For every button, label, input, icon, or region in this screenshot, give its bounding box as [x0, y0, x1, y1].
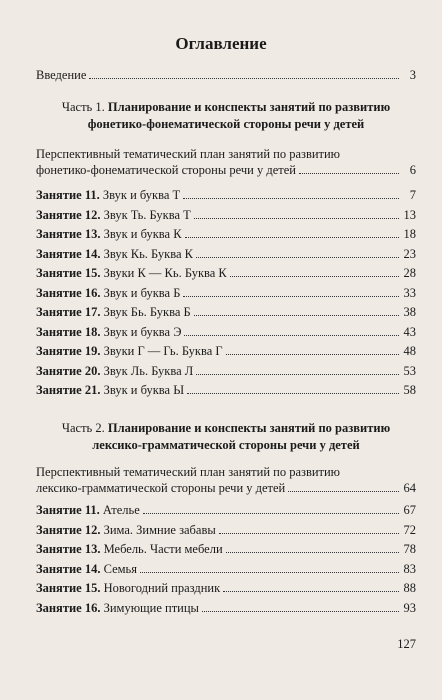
entry-label — [36, 247, 193, 261]
lesson-title: Зима. Зимние забавы — [103, 522, 216, 537]
lesson-title: Звуки Г — Гь. Буква Г — [103, 344, 223, 358]
lesson-number: Занятие 20. — [36, 363, 101, 378]
toc-entry-part1-plan[interactable] — [36, 163, 416, 177]
entry-page: 28 — [403, 266, 416, 280]
dot-leader — [187, 384, 399, 394]
lesson-number: Занятие 19. — [36, 344, 101, 358]
lesson-title: Звук и буква Б — [103, 285, 181, 300]
lesson-title: Семья — [103, 561, 137, 576]
part1-line2: фонетико-фонематической стороны речи у детей — [87, 117, 365, 131]
part2-line1: Планирование и конспекты занятий по развитию — [107, 421, 391, 435]
dot-leader — [183, 189, 399, 199]
lesson-title: Звук Ть. Буква Т — [103, 207, 191, 222]
part2-heading — [36, 420, 416, 454]
lesson-number: Занятие 13. — [36, 542, 101, 556]
lesson-number: Занятие 11. — [36, 503, 100, 517]
lesson-number: Занятие 17. — [36, 305, 101, 319]
toc-entry-lesson[interactable] — [36, 344, 416, 358]
part1-heading — [36, 99, 416, 133]
entry-page: 67 — [403, 503, 416, 517]
part1-plan-line1: Перспективный тематический план занятий по развитию — [36, 147, 341, 161]
entry-label — [36, 581, 220, 595]
lesson-number: Занятие 16. — [36, 600, 101, 615]
toc-entry-lesson[interactable] — [36, 208, 416, 222]
entry-label — [36, 503, 140, 517]
lesson-title: Звук Кь. Буква К — [103, 246, 193, 261]
entry-page: 93 — [403, 600, 416, 615]
lesson-title: Мебель. Части мебели — [103, 542, 223, 556]
lesson-number: Занятие 15. — [36, 581, 101, 595]
part2-plan-line1: Перспективный тематический план занятий по развитию — [36, 465, 341, 479]
toc-entry-intro[interactable] — [36, 68, 416, 82]
toc-entry-part2-plan[interactable] — [36, 481, 416, 495]
lesson-number: Занятие 13. — [36, 227, 101, 241]
entry-page: 53 — [403, 363, 416, 378]
lesson-title: Звук и буква Э — [103, 324, 182, 339]
entry-page: 3 — [409, 68, 416, 82]
lesson-number: Занятие 16. — [36, 285, 101, 300]
dot-leader — [89, 69, 399, 79]
lesson-title: Звук Ль. Буква Л — [103, 363, 194, 378]
entry-page: 78 — [403, 542, 416, 556]
entry-page: 7 — [409, 188, 416, 202]
lesson-title: Звук и буква К — [103, 227, 182, 241]
dot-leader — [185, 228, 399, 238]
dot-leader — [196, 248, 399, 258]
toc-entry-lesson[interactable] — [36, 523, 416, 537]
entry-label: фонетико-фонематической стороны речи у детей — [36, 163, 296, 177]
entry-page: 23 — [403, 246, 416, 261]
entry-page: 72 — [403, 522, 416, 537]
dot-leader — [202, 602, 399, 612]
lesson-number: Занятие 14. — [36, 246, 101, 261]
entry-label — [36, 542, 223, 556]
toc-entry-lesson[interactable] — [36, 542, 416, 556]
lesson-number: Занятие 12. — [36, 207, 101, 222]
entry-label — [36, 601, 199, 615]
entry-label: Введение — [36, 68, 87, 82]
page-title: Оглавление — [175, 34, 267, 53]
dot-leader — [230, 267, 399, 277]
toc-entry-lesson[interactable] — [36, 325, 416, 339]
lesson-title: Новогодний праздник — [103, 581, 221, 595]
part1-prefix: Часть 1. — [61, 100, 105, 114]
dot-leader — [143, 504, 399, 514]
toc-entry-lesson[interactable] — [36, 227, 416, 241]
lesson-title: Ателье — [102, 503, 140, 517]
toc-entry-lesson[interactable] — [36, 247, 416, 261]
lesson-number: Занятие 12. — [36, 522, 101, 537]
dot-leader — [226, 345, 399, 355]
lesson-title: Звуки К — Кь. Буква К — [103, 266, 227, 280]
entry-label — [36, 383, 184, 397]
toc-entry-lesson[interactable] — [36, 266, 416, 280]
toc-entry-lesson[interactable] — [36, 383, 416, 397]
part2-line2: лексико-грамматической стороны речи у детей — [92, 438, 360, 452]
lesson-title: Зимующие птицы — [103, 600, 199, 615]
toc-entry-lesson[interactable] — [36, 581, 416, 595]
entry-page: 88 — [403, 581, 416, 595]
part2-prefix: Часть 2. — [61, 421, 105, 435]
dot-leader — [183, 287, 399, 297]
toc-entry-lesson[interactable] — [36, 286, 416, 300]
entry-label — [36, 305, 191, 319]
dot-leader — [140, 563, 399, 573]
entry-label — [36, 188, 180, 202]
entry-label — [36, 562, 137, 576]
toc-entry-lesson[interactable] — [36, 562, 416, 576]
lesson-title: Звук Бь. Буква Б — [103, 305, 191, 319]
entry-label — [36, 286, 180, 300]
dot-leader — [288, 482, 399, 492]
page-number: 127 — [397, 637, 416, 651]
toc-entry-lesson[interactable] — [36, 364, 416, 378]
lesson-title: Звук и буква Т — [102, 188, 181, 202]
entry-page: 83 — [403, 561, 416, 576]
part1-line1: Планирование и конспекты занятий по развитию — [107, 100, 391, 114]
entry-page: 38 — [403, 305, 416, 319]
entry-page: 13 — [403, 207, 416, 222]
entry-label — [36, 227, 182, 241]
entry-label — [36, 364, 193, 378]
dot-leader — [299, 164, 399, 174]
entry-page: 33 — [403, 285, 416, 300]
entry-page: 18 — [403, 227, 416, 241]
entry-label — [36, 523, 216, 537]
lesson-number: Занятие 11. — [36, 188, 100, 202]
dot-leader — [226, 543, 399, 553]
entry-page: 58 — [403, 383, 416, 397]
toc-entry-lesson[interactable] — [36, 188, 416, 202]
dot-leader — [196, 365, 399, 375]
lesson-number: Занятие 15. — [36, 266, 101, 280]
entry-label — [36, 266, 227, 280]
entry-page: 6 — [409, 163, 416, 177]
entry-label — [36, 208, 191, 222]
entry-page: 48 — [403, 344, 416, 358]
entry-label: лексико-грамматической стороны речи у детей — [36, 481, 286, 495]
lesson-number: Занятие 18. — [36, 324, 101, 339]
dot-leader — [219, 524, 399, 534]
lesson-number: Занятие 21. — [36, 383, 101, 397]
toc-entry-lesson[interactable] — [36, 601, 416, 615]
toc-entry-lesson[interactable] — [36, 503, 416, 517]
entry-label — [36, 325, 181, 339]
dot-leader — [223, 582, 399, 592]
entry-page: 43 — [403, 324, 416, 339]
toc-entry-lesson[interactable] — [36, 305, 416, 319]
entry-page: 64 — [403, 481, 416, 495]
lesson-number: Занятие 14. — [36, 561, 101, 576]
entry-label — [36, 344, 223, 358]
dot-leader — [194, 306, 399, 316]
lesson-title: Звук и буква Ы — [103, 383, 185, 397]
dot-leader — [184, 326, 399, 336]
dot-leader — [194, 209, 399, 219]
